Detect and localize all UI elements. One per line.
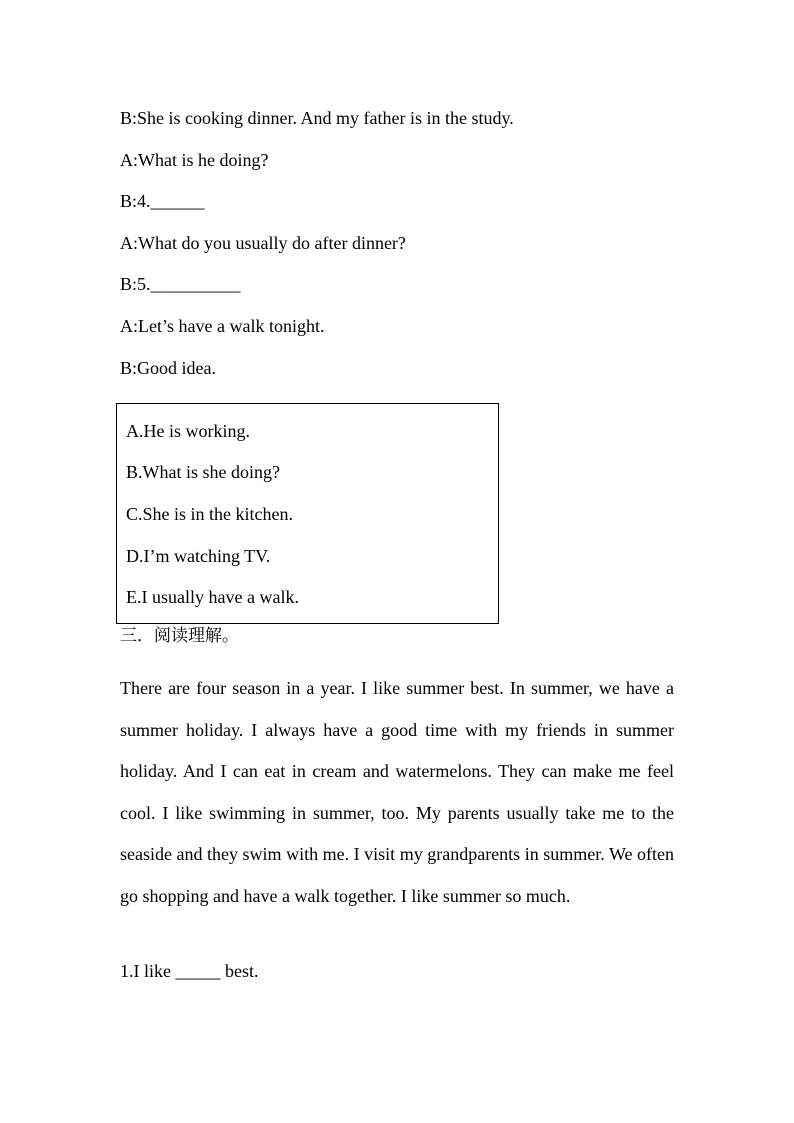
dialogue-line-a-after-dinner: A:What do you usually do after dinner? — [120, 233, 406, 253]
dialogue-line-a-walk-tonight: A:Let’s have a walk tonight. — [120, 316, 325, 336]
dialogue-blank-4: B:4.______ — [120, 191, 205, 211]
option-c: C.She is in the kitchen. — [126, 504, 293, 524]
option-d: D.I’m watching TV. — [126, 546, 271, 566]
answer-options-box — [116, 403, 499, 624]
dialogue-blank-5: B:5.__________ — [120, 274, 241, 294]
option-b: B.What is she doing? — [126, 462, 280, 482]
dialogue-line-a-what-is-he-doing: A:What is he doing? — [120, 150, 269, 170]
section-heading-reading-comprehension: 三．阅读理解。 — [120, 626, 239, 646]
option-e: E.I usually have a walk. — [126, 587, 299, 607]
reading-passage: There are four season in a year. I like summer best. In summer, we have a summer holiday. I always have a good time with my friends in summer holiday. And I can eat in cream and watermelons. They can make me feel cool. I like swimming in summer, too. My parents usually take me to the seaside and they swim with me. I visit my grandparents in summer. We often go shopping and have a walk together. I like summer so much. — [120, 678, 674, 906]
question-1: 1.I like _____ best. — [120, 961, 259, 981]
dialogue-line-b-good-idea: B:Good idea. — [120, 358, 216, 378]
dialogue-line-b-cooking: B:She is cooking dinner. And my father is in the study. — [120, 108, 514, 128]
option-a: A.He is working. — [126, 421, 250, 441]
